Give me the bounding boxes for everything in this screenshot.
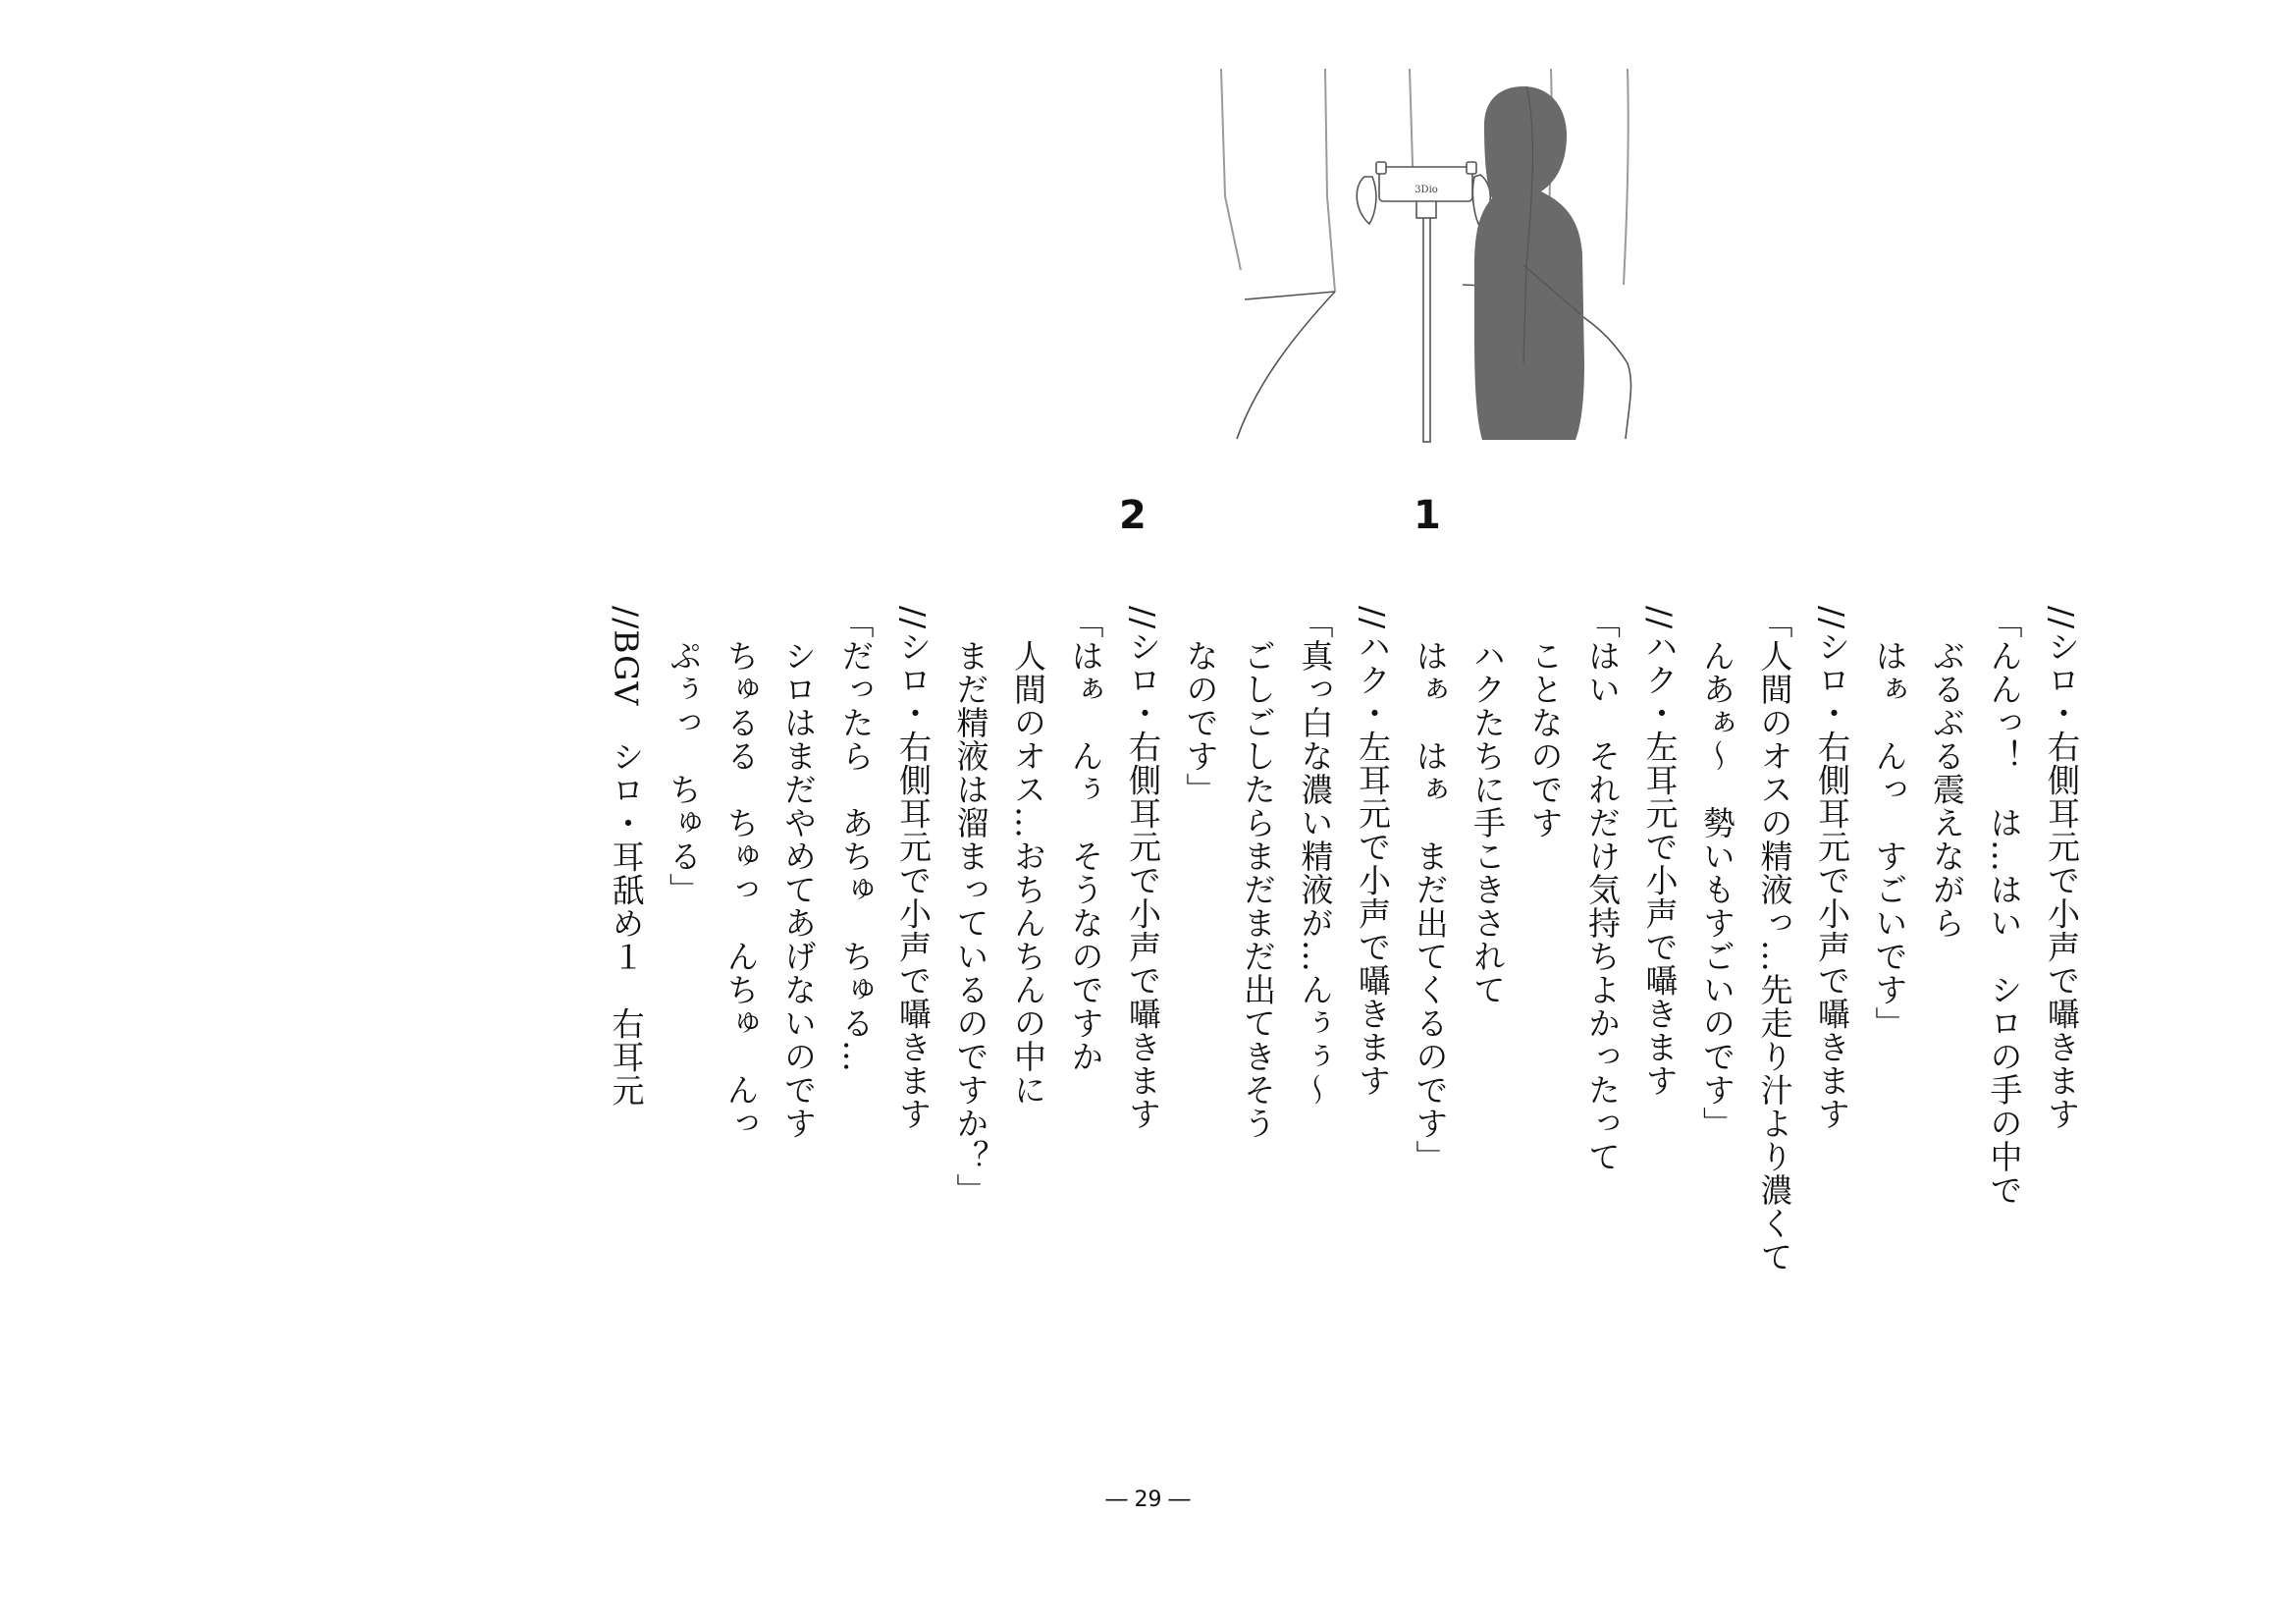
script-line: んあぁ～ 勢いもすごいのです」 xyxy=(1698,606,1736,1140)
script-line: 「はい それだけ気持ちよかったって xyxy=(1583,606,1622,1173)
page-number: ― 29 ― xyxy=(1105,1488,1191,1512)
script-line: //ハク・左耳元で小声で囁きます xyxy=(1640,606,1680,1098)
binaural-mic-illustration xyxy=(1217,69,1649,452)
script-line: はぁ んっ すごいです」 xyxy=(1870,606,1909,1040)
mic-label: 3Dio xyxy=(1415,185,1438,195)
script-line: 「真っ白な濃い精液が…んぅぅ～ xyxy=(1296,606,1335,1107)
script-line: //BGV シロ・耳舐め１ 右耳元 xyxy=(607,606,646,1108)
script-line: //シロ・右側耳元で小声で囁きます xyxy=(894,606,933,1131)
section-marker-1: 1 xyxy=(1414,493,1441,538)
script-line: 「だったら あちゅ ちゅる… xyxy=(836,606,876,1073)
script-line: 「はぁ んぅ そうなのですか xyxy=(1066,606,1105,1073)
script-line: 「人間のオスの精液っ…先走り汁より濃くて xyxy=(1755,606,1794,1273)
script-line: //シロ・右側耳元で小声で囁きます xyxy=(1813,606,1851,1131)
script-line: //ハク・左耳元で小声で囁きます xyxy=(1354,606,1392,1098)
script-line: ぷぅっ ちゅる」 xyxy=(665,606,703,906)
script-body xyxy=(597,606,2090,1293)
script-line: ごしごしたらまだまだ出てきそう xyxy=(1239,606,1277,1140)
script-line: ことなのです xyxy=(1525,606,1565,839)
script-line: //シロ・右側耳元で小声で囁きます xyxy=(2043,606,2081,1131)
script-line: ぶるぶる震えながら xyxy=(1928,606,1966,940)
script-line: まだ精液は溜まっているのですか？」 xyxy=(951,606,990,1207)
script-line: なのです」 xyxy=(1181,606,1220,806)
script-line: 人間のオス…おちんちんの中に xyxy=(1009,606,1047,1107)
script-line: ちゅるる ちゅっ んちゅ んっ xyxy=(721,606,761,1140)
script-line: はぁ はぁ まだ出てくるのです」 xyxy=(1411,606,1450,1173)
script-line: 「んんっ！ は…はい シロの手の中で xyxy=(1985,606,2024,1207)
script-line: ハクたちに手こきされて xyxy=(1468,606,1507,1006)
section-marker-2: 2 xyxy=(1119,493,1147,538)
script-line: //シロ・右側耳元で小声で囁きます xyxy=(1124,606,1162,1131)
script-line: シロはまだやめてあげないのです xyxy=(779,606,818,1140)
